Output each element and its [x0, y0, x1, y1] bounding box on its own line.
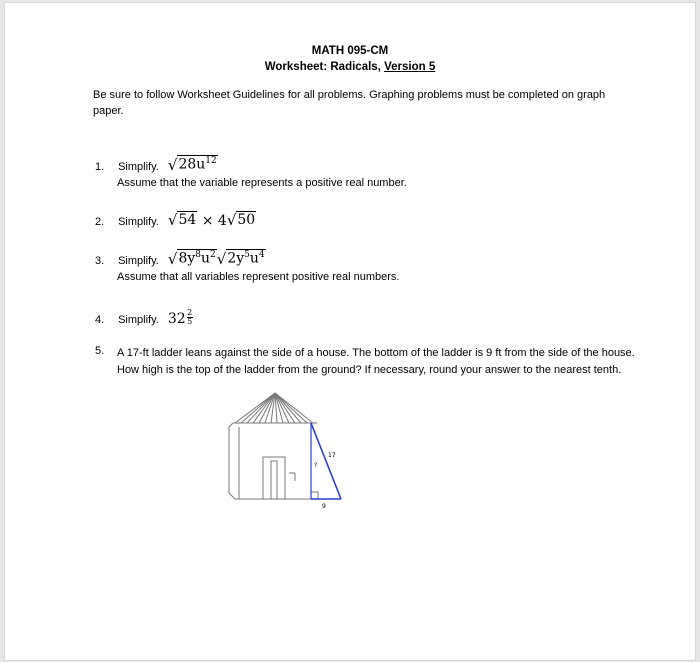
- problem-3-note: Assume that all variables represent positive real numbers.: [117, 271, 400, 283]
- radical: √ 54: [167, 211, 197, 230]
- exponent: 2: [210, 250, 216, 260]
- term: 8y: [178, 250, 196, 267]
- exponent-numerator: 2: [187, 308, 193, 317]
- problem-5-text: A 17-ft ladder leans against the side of a house. The bottom of the ladder is 9 ft from the side of the house. How high is the top of the ladder from the ground? If necessary, round your answer to the nearest tenth.: [117, 347, 635, 376]
- problem-4: [95, 309, 193, 327]
- worksheet-prefix: Worksheet: Radicals,: [264, 61, 385, 73]
- base-distance-label: 9: [322, 503, 326, 510]
- ladder-triangle: [311, 423, 341, 510]
- coefficient: 4: [217, 213, 227, 230]
- radicand-exponent: 12: [205, 156, 217, 166]
- term: u: [249, 250, 259, 267]
- base: 32: [167, 311, 186, 327]
- problem-2-expression: [168, 213, 256, 229]
- house-drawing: [229, 393, 318, 499]
- worksheet-page: [4, 2, 696, 661]
- radical: √ $8y^8u^2$: [167, 249, 216, 268]
- term: 2y: [227, 250, 245, 267]
- problem-1-expression: [167, 155, 218, 174]
- problem-number: 3.: [95, 254, 105, 267]
- house-ladder-figure: [225, 389, 355, 514]
- ladder-length-label: 17: [328, 452, 336, 459]
- problem-2: [95, 211, 256, 229]
- radical: √ 50: [226, 211, 256, 230]
- problem-1-note: Assume that the variable represents a positive real number.: [117, 177, 407, 189]
- problem-3-expression: [167, 249, 266, 268]
- term: u: [201, 250, 211, 267]
- problem-4-expression: [167, 308, 193, 327]
- worksheet-version: Version 5: [384, 61, 436, 73]
- problem-label: Simplify.: [118, 216, 159, 229]
- exponent-denominator: 5: [187, 317, 193, 326]
- problem-label: Simplify.: [118, 314, 159, 326]
- problem-number: 4.: [95, 314, 105, 326]
- problem-label: Simplify.: [118, 160, 159, 173]
- fractional-exponent: [187, 309, 193, 326]
- times-operator: ×: [201, 213, 214, 230]
- height-unknown-label: ?: [314, 462, 318, 469]
- worksheet-title: [5, 61, 695, 73]
- problem-1: [95, 155, 218, 174]
- problem-number: 1.: [95, 160, 105, 173]
- radicand: 50: [237, 212, 256, 228]
- intro-instructions: Be sure to follow Worksheet Guidelines for all problems. Graphing problems must be completed on graph paper.: [93, 89, 606, 117]
- radical: √ $28u^{12}$: [167, 155, 217, 174]
- problem-3: [95, 249, 266, 268]
- ladder-line: [311, 423, 341, 499]
- worksheet-header: [5, 45, 695, 73]
- exponent: 4: [258, 250, 265, 260]
- problem-label: Simplify.: [118, 254, 159, 267]
- problem-5-number: 5.: [95, 345, 105, 357]
- radicand-base: 28u: [178, 156, 206, 173]
- problem-number: 2.: [95, 216, 105, 229]
- course-title: MATH 095-CM: [311, 45, 389, 57]
- radical: √ $2y^5u^4$: [216, 249, 265, 268]
- radicand: 54: [178, 212, 197, 228]
- exponent: 5: [244, 250, 250, 260]
- exponent: 8: [195, 250, 201, 260]
